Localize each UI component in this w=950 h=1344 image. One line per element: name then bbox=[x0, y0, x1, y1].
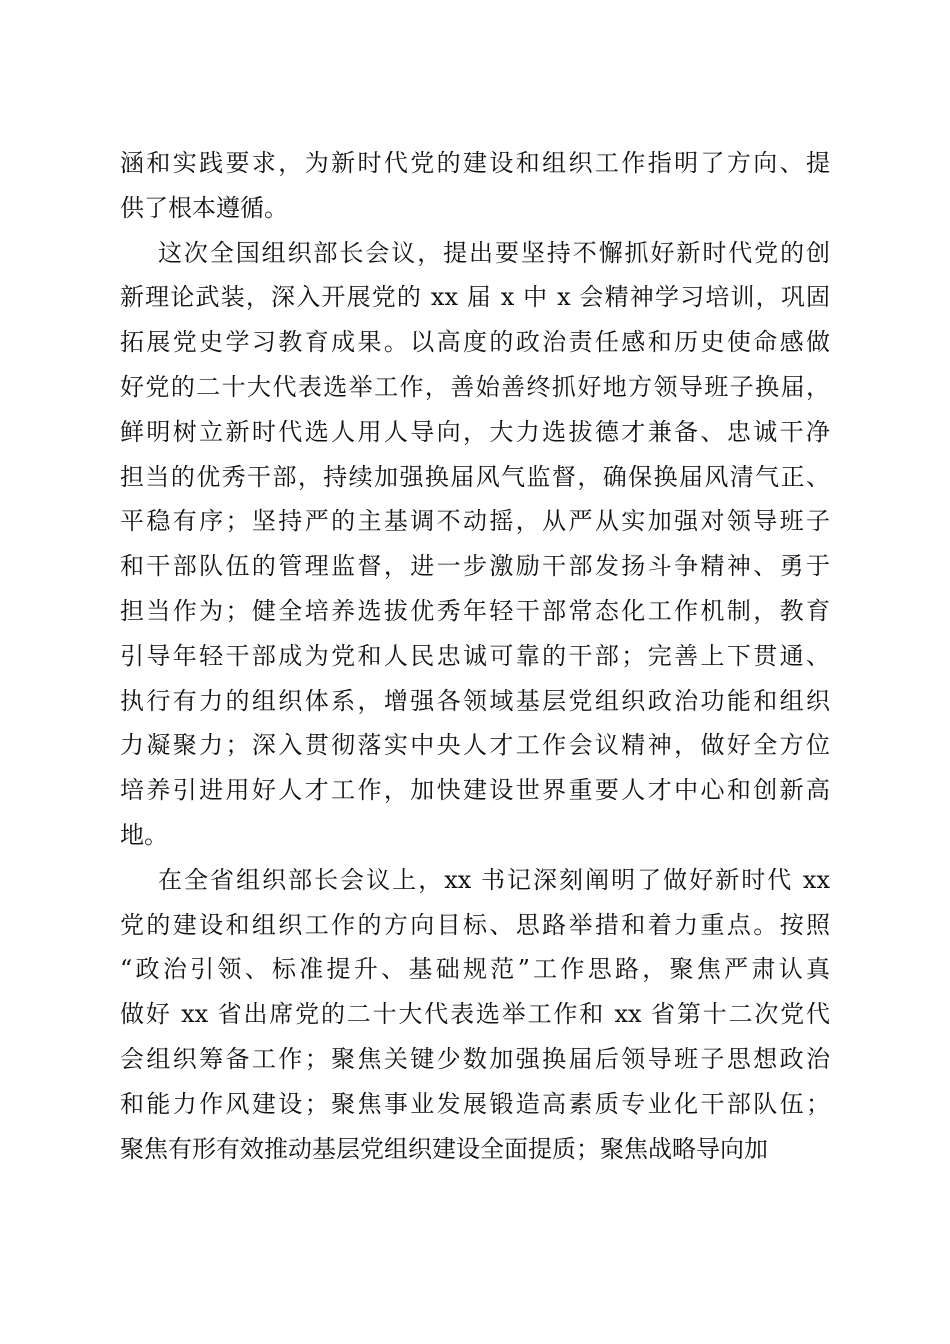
text-line: 在全省组织部长会议上，xx 书记深刻阐明了做好新时代 xx bbox=[158, 865, 830, 894]
document-body bbox=[120, 141, 830, 1171]
text-line: 平稳有序；坚持严的主基调不动摇，从严从实加强对领导班子 bbox=[120, 507, 830, 536]
text-line: 引导年轻干部成为党和人民忠诚可靠的干部；完善上下贯通、 bbox=[120, 641, 830, 670]
text-line: 会组织筹备工作；聚焦关键少数加强换届后领导班子思想政治 bbox=[120, 1044, 830, 1073]
text-line: 新理论武装，深入开展党的 xx 届 x 中 x 会精神学习培训，巩固 bbox=[120, 283, 830, 312]
text-line: 担当的优秀干部，持续加强换届风气监督，确保换届风清气正、 bbox=[120, 462, 830, 491]
text-line: 做好 xx 省出席党的二十大代表选举工作和 xx 省第十二次党代 bbox=[120, 1000, 830, 1029]
text-line: “政治引领、标准提升、基础规范”工作思路，聚焦严肃认真 bbox=[120, 955, 830, 984]
text-line: 聚焦有形有效推动基层党组织建设全面提质；聚焦战略导向加 bbox=[120, 1134, 768, 1163]
text-line: 和能力作风建设；聚焦事业发展锻造高素质专业化干部队伍； bbox=[120, 1089, 830, 1118]
text-line: 供了根本遵循。 bbox=[120, 193, 288, 222]
text-line: 拓展党史学习教育成果。以高度的政治责任感和历史使命感做 bbox=[120, 328, 830, 357]
text-line: 和干部队伍的管理监督，进一步激励干部发扬斗争精神、勇于 bbox=[120, 552, 830, 581]
text-line: 党的建设和组织工作的方向目标、思路举措和着力重点。按照 bbox=[120, 910, 830, 939]
text-line: 担当作为；健全培养选拔优秀年轻干部常态化工作机制，教育 bbox=[120, 596, 830, 625]
paragraph bbox=[120, 858, 830, 1172]
text-line: 执行有力的组织体系，增强各领域基层党组织政治功能和组织 bbox=[120, 686, 830, 715]
text-line: 力凝聚力；深入贯彻落实中央人才工作会议精神，做好全方位 bbox=[120, 731, 830, 760]
text-line: 地。 bbox=[120, 820, 168, 849]
text-line: 好党的二十大代表选举工作，善始善终抓好地方领导班子换届， bbox=[120, 372, 830, 401]
text-line: 涵和实践要求，为新时代党的建设和组织工作指明了方向、提 bbox=[120, 149, 830, 177]
paragraph bbox=[120, 231, 830, 858]
text-line: 这次全国组织部长会议，提出要坚持不懈抓好新时代党的创 bbox=[158, 238, 830, 267]
text-line: 鲜明树立新时代选人用人导向，大力选拔德才兼备、忠诚干净 bbox=[120, 417, 830, 446]
paragraph bbox=[120, 141, 830, 231]
text-line: 培养引进用好人才工作，加快建设世界重要人才中心和创新高 bbox=[120, 776, 830, 805]
